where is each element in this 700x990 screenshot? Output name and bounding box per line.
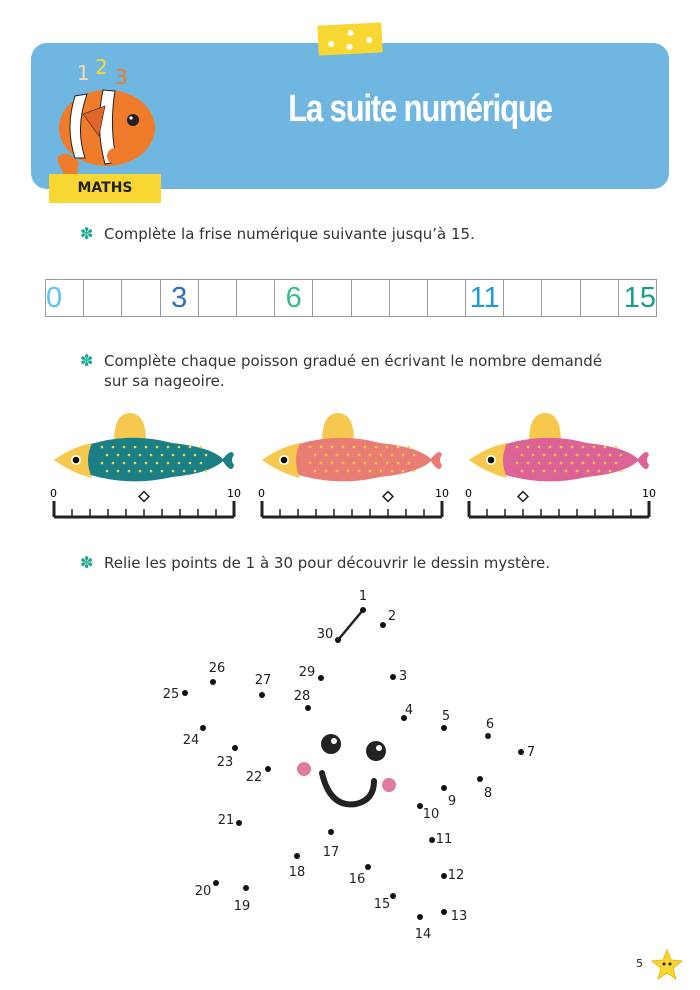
dot-label: 18 [288,865,306,880]
dot-9[interactable] [441,785,447,791]
flower-bullet-icon: ✽ [80,224,94,243]
right-eye [366,741,386,761]
number-cell: 11 [466,280,504,316]
ruler-max-label: 10 [642,487,656,500]
dot-label: 17 [322,845,340,860]
dot-26[interactable] [210,679,216,685]
mascot-number-2: 2 [95,58,108,79]
dot-label: 24 [182,733,200,748]
dot-6[interactable] [485,733,491,739]
left-cheek [297,762,311,776]
dot-label: 5 [441,709,451,724]
dot-label: 29 [298,665,316,680]
dot-label: 20 [194,884,212,899]
instruction-3: ✽ Relie les points de 1 à 30 pour découvrir le dessin mystère. [80,553,550,572]
dot-27[interactable] [259,692,265,698]
dot-label: 15 [373,897,391,912]
dot-label: 23 [216,755,234,770]
dot-1[interactable] [360,607,366,613]
ruler-min-label: 0 [465,487,472,500]
dot-label: 19 [233,899,251,914]
mascot-number-3: 3 [115,65,128,89]
dot-label: 1 [358,589,368,604]
dot-22[interactable] [265,766,271,772]
dot-label: 4 [404,703,414,718]
dot-label: 10 [422,807,440,822]
ruler-max-label: 10 [435,487,449,500]
dot-label: 26 [208,661,226,676]
dot-18[interactable] [294,853,300,859]
ruler-max-label: 10 [227,487,241,500]
dot-label: 12 [447,868,465,883]
connecting-line [338,610,363,640]
dot-label: 9 [447,794,457,809]
dot-14[interactable] [417,914,423,920]
dot-label: 30 [316,627,334,642]
flower-bullet-icon: ✽ [80,351,94,370]
dot-21[interactable] [236,820,242,826]
ruler-min-label: 0 [258,487,265,500]
dot-30[interactable] [335,637,341,643]
dot-28[interactable] [305,705,311,711]
ruler-min-label: 0 [50,487,57,500]
number-cell: 6 [275,280,313,316]
mascot-number-1: 1 [77,61,90,85]
dot-8[interactable] [477,776,483,782]
dot-label: 22 [245,770,263,785]
dot-label: 21 [217,813,235,828]
dot-23[interactable] [232,745,238,751]
dot-3[interactable] [390,674,396,680]
dot-label: 11 [435,832,453,847]
dot-label: 14 [414,927,432,942]
dot-label: 8 [483,786,493,801]
dot-label: 3 [398,669,408,684]
dot-label: 27 [254,673,272,688]
dot-label: 25 [162,687,180,702]
dot-label: 7 [526,745,536,760]
dot-label: 13 [450,909,468,924]
dot-20[interactable] [213,880,219,886]
right-cheek [382,778,396,792]
dot-label: 16 [348,872,366,887]
dot-12[interactable] [441,873,447,879]
dot-15[interactable] [390,893,396,899]
instruction-2: ✽ Complète chaque poisson gradué en écrivant le nombre demandé sur sa nageoire. [80,351,603,390]
dot-label: 6 [485,717,495,732]
dot-25[interactable] [182,690,188,696]
number-cell: 0 [46,280,84,316]
subject-label: MATHS [49,174,161,203]
dot-label: 2 [387,609,397,624]
dot-5[interactable] [441,725,447,731]
number-cell: 15 [623,281,656,314]
dot-13[interactable] [441,909,447,915]
number-cell: 3 [161,280,199,316]
dot-29[interactable] [318,675,324,681]
dot-17[interactable] [328,829,334,835]
starfish-icon [650,948,684,982]
instruction-1: ✽ Complète la frise numérique suivante jusqu’à 15. [80,224,475,243]
page-title: La suite numérique [288,88,552,130]
dot-7[interactable] [518,749,524,755]
smile [322,773,374,804]
dot-label: 28 [293,689,311,704]
dot-19[interactable] [243,885,249,891]
dot-2[interactable] [380,622,386,628]
dot-11[interactable] [429,837,435,843]
flower-bullet-icon: ✽ [80,553,94,572]
page-number: 5 [636,957,643,970]
dot-24[interactable] [200,725,206,731]
dot-16[interactable] [365,864,371,870]
left-eye [321,734,341,754]
